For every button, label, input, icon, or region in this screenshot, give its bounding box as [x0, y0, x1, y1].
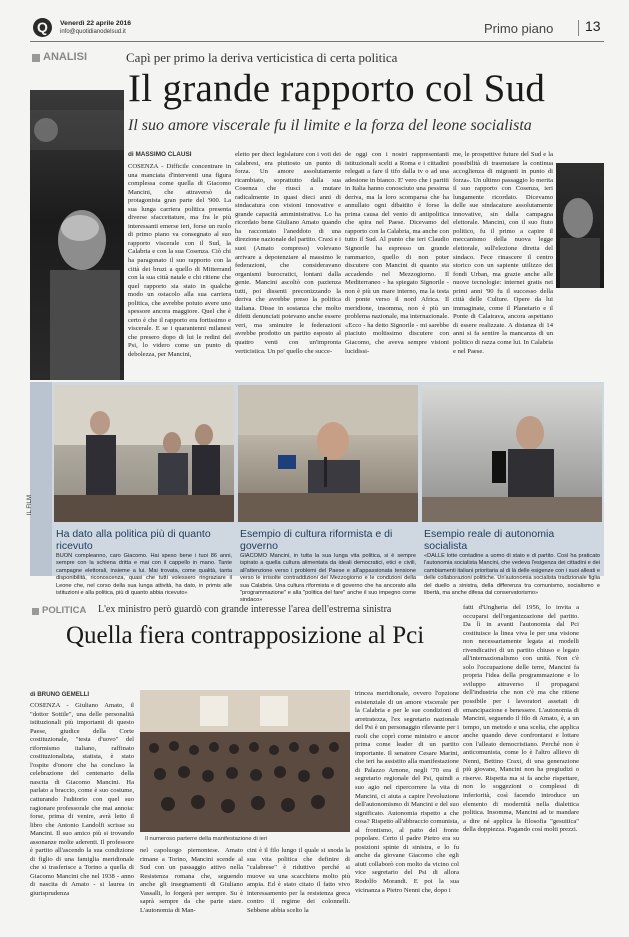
article1-column-2: eletto per dieci legislature con i voti dei calabresi, era piuttosto un punto di forza. Un amore assolutamente ricambiato, soprattutto dalla sua Cosenza che riuscì a mutare radicalmente in quasi dieci anni di sindacatura con visioni innovative e grande capacità amministrativa. Lo ha ricordato bene Giuliano Amato quando ha raccontato l'aneddoto di una direzione nazionale del partito. Craxi e i suoi (Amato compreso) volevano arrivare a depotenziare al massimo le federazioni, che consideravano organismi burocratici, lontani dalla gente. Mancini ascoltò con pazienza tutti, poi dissenti preconizzando la deriva che avrebbe preso la politica italiana. Disse in sostanza che molto difetti denunciati potevano anche essere veri, ma sminuire le federazioni avrebbe prodotto un partito esposto al quattro venti con un'impronta verticistica. Un po' quello che succe- [235, 151, 341, 355]
logo-letter: Q [37, 19, 48, 35]
article1-kicker: ANALISI [43, 51, 87, 63]
band-caption-2 [240, 528, 416, 552]
header-separator [578, 20, 579, 36]
article2-column-4: trincea meridionale, ovvero l'opzione esistenziale di un amore viscerale per la Calabria e per le sue condizioni di arretratezza, l'ex segretario nazionale del Psi è un personaggio rilevante per i ruoli che coprì come ministro e ancor prima come leader di un partito importante. Il senatore Cesare Marini, che ieri ha assistito alla manifestazione di Palazzo Arnone, negli '70 era il segretario regionale del Psi, quindi a suo agio nel ripercorrere la vita di Mancini, ci aiuta a capire l'evoluzione dell'autonomismo di Mancini e del suo significato. Autonomia rispetto a che cosa? Rispetto all'abbraccio comunista, al frontismo, al patto del fronte popolare. Certo il padre Pietro era su posizioni spinte di sinistra, e lo fu anche da giovane Giacomo che egli aiuti collaborò con molto da vicino col vice segretario del Psi di allora Rodolfo Morandi. E poi la sua vicinanza a Pietro Nenni che, dopo i [355, 690, 459, 894]
band-photo-2-scene [238, 385, 418, 522]
band-caption-3-title: Esempio reale di autonomia socialista [424, 528, 555, 552]
band-side-label [27, 382, 52, 576]
article2-column-1: COSENZA - Giuliano Amato, il "dottor Sottile", una delle personalità istituzionali più importanti di questo Paese, giudice della Corte costituzionale, "testa d'uovo" del riformismo italiano, raffinato costituzionalista, statista, è stato l'ospite d'onore che ha concluso la celebrazione del centenario della nascita di Giacomo Mancini. Ha parlato a braccio, come è suo costume, catturando l'uditorio con quel suo ragionare professorale che mai annoia: forse, prima di venire, avrà letto il libro che Antonio Landolfi scrisse su Mancini. Il suo amico più si trovando assonanze molte aderenti. Il professore è partito all'ascendo la sua condizione di figlio di una famiglia meridionale che si trasferisce a Torino a quella di Giacomo Mancini che nel 1938 - anno di nascita di Amato - si laurea in giurisprudenza [30, 702, 134, 898]
page-number: 13 [585, 18, 601, 34]
band-caption-2-text: GIACOMO Mancini, in tutta la sua lunga vita politica, si è sempre ispirato a quella cultura alimentata da ideali democratici, etici e civili, all'attenzione verso i problemi del Paese e all'appassionata tensione verso le irrisolte contraddizioni del Mezzogiorno e le condizioni della sua Calabria. Una cultura riformista e di governo che ha ancorato alla "programmazione" e alla "politica del fare" anche il suo impegno come sindaco» [240, 553, 416, 604]
article2-column-3: cini è il filo lungo il quale si snoda la sua vita politica che definire di "calabrese" è riduttivo perché si muove su una scacchiera molto più ampia. Ed è stato citato il fatto vivo interessamento per la resistenza greca contro il regime dei colonnelli. Sebbene abbia scelto la [247, 847, 350, 914]
article1-column-1: COSENZA - Difficile concentrare in una manciata d'interventi una figura complessa come quella di Giacomo Mancini, che attraversò da protagonista gran parte del '900. La sua lunga carriera politica presenta diverse sfaccettature, ma fra le più interessanti emerse ieri, forse un ruolo di primo piano va consegnato al suo rapporto viscerale con il Sud, la Calabria e con la sua Cosenza. Ciò chi ha paragonato il suo rapporto con la città dei bruzi a quello di Mitterrand con la sua città natale e chi ritiene che quel rapporto sia stato in qualche modo un ostacolo alla sua carriera politica, che avrebbe potuto avere uno spessore ancora maggiore. Quel che è certo è che il rapporto era fortissimo e viscerale. E se i quarantenni milanesi che presero dopo di lui le redini del Psi, lo videro come un punto di debolezza, per Mancini, [128, 163, 231, 359]
band-label-text: IL FILM [27, 494, 34, 516]
kicker-square [32, 608, 39, 615]
band-caption-2-title: Esempio di cultura riformista e di governo [240, 528, 393, 552]
article2-title: Quella fiera contrapposizione al Pci [66, 622, 425, 649]
band-caption-3-text: «DALLE lotte contadine a uomo di stato e di partito. Così ha praticato l'autonomia socialista Mancini, che vedeva l'esigenza dei cittadini e dei cambiamenti italiani prioritaria al di là delle esigenze con i suoi alleati e delle collaborazioni politiche. Un'autonomia socialista tradizionale figlia del duello a sinistra, della differenza tra comunismo, socialismo e libertà, ma anche difesa dal conservatorismo» [424, 553, 600, 597]
band-photo-3 [422, 385, 602, 522]
article1-byline: di MASSIMO CLAUSI [128, 151, 192, 158]
audience-photo-caption: Il numeroso parterre della manifestazione di ieri [145, 836, 268, 842]
profile-silhouette [556, 163, 604, 288]
article1-title: Il grande rapporto col Sud [128, 67, 546, 110]
article2-overline: L'ex ministro però guardò con grande interesse l'area dell'estrema sinistra [98, 604, 392, 615]
section-name: Primo piano [484, 21, 554, 36]
article2-byline: di BRUNO GEMELLI [30, 691, 90, 698]
band-caption-3 [424, 528, 600, 552]
band-photo-2 [238, 385, 418, 522]
issue-date: Venerdì 22 aprile 2016 [60, 20, 132, 27]
mancini-portrait-photo [30, 90, 124, 380]
article1-overline: Capì per primo la deriva verticistica di certa politica [126, 50, 398, 65]
header-rule [30, 41, 604, 42]
photo-band [27, 382, 604, 576]
audience-scene [140, 690, 350, 832]
band-photo-1-scene [54, 385, 234, 522]
portrait-silhouette [30, 90, 124, 380]
band-caption-1-title: Ha dato alla politica più di quanto ricevuto [56, 528, 211, 552]
audience-photo [140, 690, 350, 832]
band-photo-3-scene [422, 385, 602, 522]
article2-column-5: fatti d'Ungheria del 1956, lo invita a occuparsi dell'organizzazione del partito. Da lì in avanti l'autonomia dal Pci costituisce la linea viva le per una visione non necessariamente legata ai modelli rivendicativi di un partito chiuso e legato all'internazionalismo con unità. Non c'è solo l'occupazione delle terre, Mancini fa propria l'idea della programmazione e lo sviluppo attraverso il propagarsi dell'industria che non c'è ma che ritiene possibile per i lavoratori assetati di emancipazione e benessere. L'autonomia di Mancini, seguendo il filo di Amato, è, a un tempo, un metodo e una scelta, che applica anche quando deve confrontarsi e lottare con l'alleato democristiano. Perché non è anticomunista, come lo è l'altro allievo di Nenni, Bettino Craxi, di una generazione più giovane, Mancini non ha pregiudizi o riserve. Rispetta ma si fa anche rispettare, non lo soggezioni o complessi di inferiorità, così facendo introduce un elemento di modernità nella dialettica politica. Insomma, Mancini ad te mandare a dire né applica la filosofia "gesuitica" della doppiezza. Pagando così molti prezzi. [463, 604, 579, 834]
newspaper-logo[interactable] [33, 18, 52, 37]
article2-kicker: POLITICA [42, 605, 87, 616]
band-caption-1 [56, 528, 232, 552]
article1-column-3: de oggi con i nostri rappresentanti istituzionali scelti a Roma e i cittadini relegati a fare il tifo dalla tv o ad una adesione in bianco. E' vero che i partiti in Italia hanno conosciuto una pessima deriva, ma la loro scomparsa che ha annullato ogni dibattito è forse la prima causa del vento di antipolitica che spira nel Paese. Dicevamo del rapporto con la Calabria, ma anche con tutto il Sud. Al punto che ieri Claudio Signorile ha espresso un grande rammarico, quello di non poter discutere con Mancini di quanto sta accadendo nel Mezzogiorno. Il Mediterraneo - ha spiegato Signorile - non è più un mare interno, ma la testa di ponte verso il nord Africa. Il meridione, insomma, non è più un problema nazionale, ma internazionale. «Ecco - ha detto Signorile - mi sarebbe piaciuto moltissimo discutere con Giacomo, che aveva sempre visioni lucidissi- [345, 151, 449, 355]
header-bar [0, 0, 629, 42]
band-photo-1 [54, 385, 234, 522]
article1-subtitle: Il suo amore viscerale fu il limite e la forza del leone socialista [128, 117, 532, 134]
kicker-square [32, 54, 40, 62]
contact-email: info@quotidianodelsud.it [60, 29, 126, 35]
article2-column-2: nel capoluogo piemontese. Amato rimane a Torino, Mancini scende al Sud con un passaggio attivo nella Resistenza romana che, seguendo anche gli insegnamenti di Giuliano Vassalli, lo forgerà per sempre. Su è saprà sempre da che parte stare. L'autonomia di Man- [140, 847, 243, 914]
mancini-profile-photo [556, 163, 604, 288]
article1-column-4: me, le prospettive future del Sud e la possibilità di trasmutare la continua accoglienza di migranti in punto di forza». Un ultimo passaggio lo merita il suo rapporto con Cosenza, ieri lungamente ricordato. Dicevamo delle sue sindacature assolutamente innovative, sin dalla campagna elettorale. Mancini, con il suo fiuto politico, fu il primo a capire il meccanismo della nuova legge elettorale, sull'elezione diretta del sindaco. Fece rinascere il centro storico con un sapiente utilizzo dei fondi Urban, ma grazie anche alle nuove tecnologie: internet gratis nei primi anni '90 fu il successo della città delle Culture. Opere da lui immaginate, come il Planetario e il Ponte di Calatrava, ancora aspettano di essere realizzate. A distanza di 14 anni si fa sentire la mancanza di un politico di razza come lui. In Calabria e nel Paese. [453, 151, 553, 355]
band-caption-1-text: BUON compleanno, caro Giacomo. Hai speso bene i tuoi 86 anni, sempre con la schiena dritta e mai con il cappello in mano. Tante campagne elettorali, insieme a lui. Mai trovata, come qualità, tanta disponibilità, riconoscenza, quasi che tutti volessero ringraziare il Leone che, nel corso della sua lunga attività, ha dato, in primis alle istituzioni e alla politica, più di quanto abbia ricevuto» [56, 553, 232, 597]
